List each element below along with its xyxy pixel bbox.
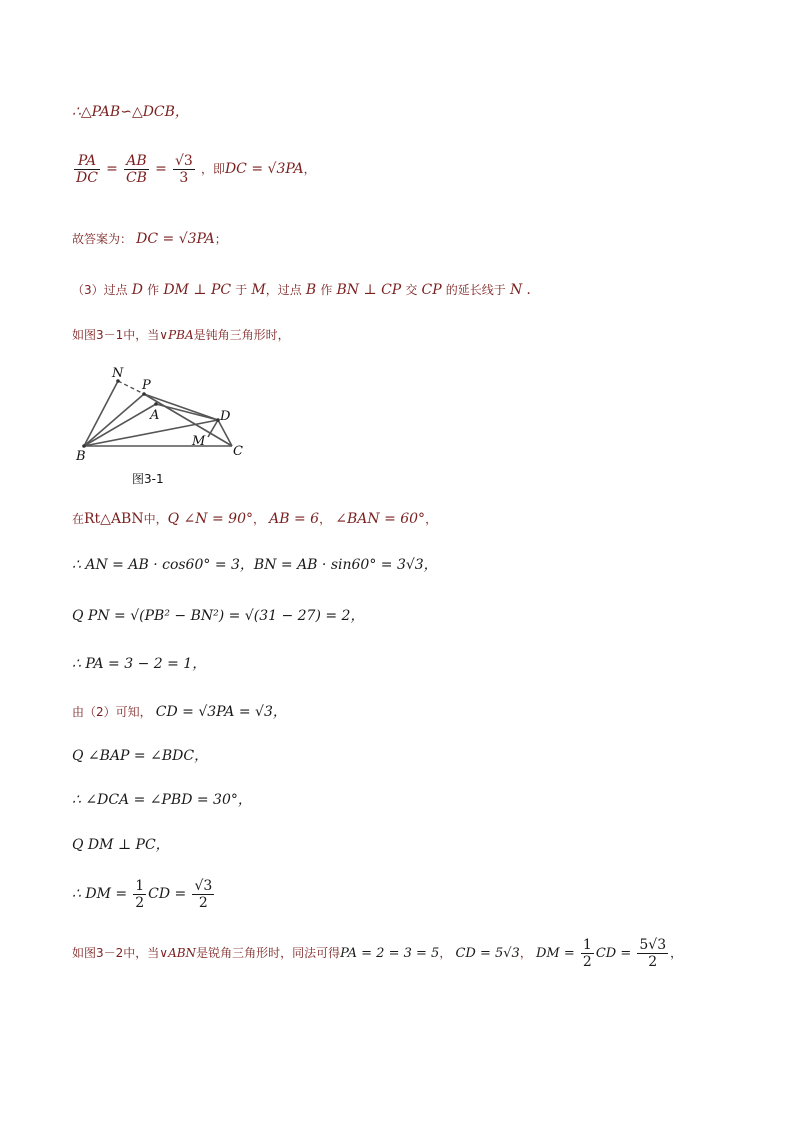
triangle-label: ∨PBA — [159, 328, 194, 342]
proof-line-angle-30 — [72, 792, 252, 809]
point-b-dot — [82, 444, 86, 448]
case-acute-line — [72, 937, 682, 970]
proof-line-dm-value — [72, 878, 216, 911]
case-obtuse-intro — [72, 327, 290, 344]
perpendicular-statement: BN ⊥ CP — [336, 282, 402, 298]
text: 是锐角三角形时，同法可得 — [196, 946, 341, 960]
proof-line-angles-equal — [72, 748, 208, 765]
text: 在 — [72, 512, 85, 526]
text: 由（2）可知， — [72, 705, 152, 719]
text: 于 — [235, 283, 248, 297]
point-label: N — [509, 282, 523, 298]
label-d: D — [220, 409, 231, 424]
text: 是钝角三角形时， — [193, 328, 290, 342]
dashed-segment-np — [118, 381, 144, 394]
label-a: A — [150, 408, 160, 423]
angle-n: Q ∠N = 90° — [167, 511, 253, 527]
punctuation: . — [526, 282, 531, 298]
equation: Q DM ⊥ PC， — [72, 837, 170, 853]
label-m: M — [192, 434, 206, 449]
proof-line-an-bn — [72, 557, 438, 574]
punctuation: ， — [319, 512, 332, 526]
answer-line — [72, 231, 227, 248]
punctuation: ， — [303, 162, 316, 176]
proof-line-dm-perp — [72, 837, 170, 854]
equation: ∴ ∠DCA = ∠PBD = 30°， — [72, 792, 252, 808]
text: 作 — [320, 283, 333, 297]
segment-bp — [84, 394, 144, 446]
triangle-label: ∨ABN — [159, 946, 197, 960]
equation: Q PN = √(PB² − BN²) = √(31 − 27) = 2， — [72, 608, 365, 624]
fraction-ab-cb: $\frac{AB}{CB}$ — [125, 153, 147, 186]
proof-line-similar-triangles — [72, 104, 189, 121]
segment-label: CP — [421, 282, 442, 298]
segment-ad — [156, 404, 218, 420]
fraction-half: $\frac{1}{2}$ — [135, 878, 145, 911]
proof-line-ratio — [72, 153, 316, 186]
equals-sign: = — [155, 161, 167, 177]
equation: PA = 2 = 3 = 5 — [340, 946, 440, 961]
label-c: C — [233, 444, 243, 459]
equation-part: CD = — [148, 886, 187, 902]
equation-dc: DC = √3PA — [224, 161, 304, 177]
text: 作 — [147, 283, 160, 297]
equation-part: ∴ DM = — [72, 886, 128, 902]
similar-triangles-statement: ∴△PAB∽△DCB， — [72, 104, 189, 120]
equation-part: CD = — [595, 946, 632, 961]
point-label: M — [251, 282, 266, 298]
angle-ban: ∠BAN = 60° — [335, 511, 426, 527]
label-b: B — [76, 449, 86, 464]
text: 中， — [143, 512, 168, 526]
proof-line-pn — [72, 608, 364, 625]
label-p: P — [142, 378, 151, 393]
equation: Q ∠BAP = ∠BDC， — [72, 748, 209, 764]
answer-label: 故答案为： — [72, 232, 133, 246]
equation-part: DM = — [535, 946, 575, 961]
ab-length: AB = 6 — [269, 511, 320, 527]
text: 如图3－2中，当 — [72, 946, 160, 960]
part3-construction — [72, 282, 531, 299]
text: 如图3－1中，当 — [72, 328, 160, 342]
perpendicular-statement: DM ⊥ PC — [163, 282, 232, 298]
equation: CD = 5√3 — [455, 946, 520, 961]
figure-caption: 图3-1 — [132, 472, 164, 486]
equals-sign: = — [106, 161, 118, 177]
point-label: D — [131, 282, 144, 298]
punctuation: ， — [425, 512, 438, 526]
label-n: N — [112, 366, 124, 381]
equation: CD = √3PA = √3， — [155, 704, 287, 720]
fraction-root3-3: $\frac{√3}{3}$ — [174, 153, 193, 186]
text-ji: ，即 — [200, 162, 225, 176]
equation: ∴ PA = 3 − 2 = 1， — [72, 656, 207, 672]
text: 交 — [405, 283, 418, 297]
fraction-5root3-over-2: $\frac{5√3}{2}$ — [639, 937, 667, 970]
answer-equation: DC = √3PA — [136, 231, 215, 247]
point-label: B — [305, 282, 317, 298]
fraction-pa-dc: $\frac{PA}{DC}$ — [76, 153, 98, 186]
geometry-figure-3-1 — [72, 362, 252, 492]
text: （3）过点 — [72, 283, 128, 297]
punctuation: ， — [252, 512, 265, 526]
text: ，过点 — [265, 283, 302, 297]
proof-line-cd — [72, 704, 287, 721]
triangle-label: Rt△ABN — [84, 511, 144, 527]
punctuation: ， — [670, 946, 683, 960]
proof-line-pa — [72, 656, 206, 673]
equation: ∴ AN = AB · cos60° = 3，BN = AB · sin60° = 3√3， — [72, 557, 438, 573]
punctuation: ； — [214, 232, 227, 246]
punctuation: ， — [519, 946, 532, 960]
fraction-root3-over-2: $\frac{√3}{2}$ — [194, 878, 213, 911]
point-a-dot — [154, 402, 158, 406]
text: 的延长线于 — [445, 283, 506, 297]
punctuation: ， — [439, 946, 452, 960]
right-triangle-givens — [72, 511, 437, 528]
fraction-half: $\frac{1}{2}$ — [582, 937, 592, 970]
